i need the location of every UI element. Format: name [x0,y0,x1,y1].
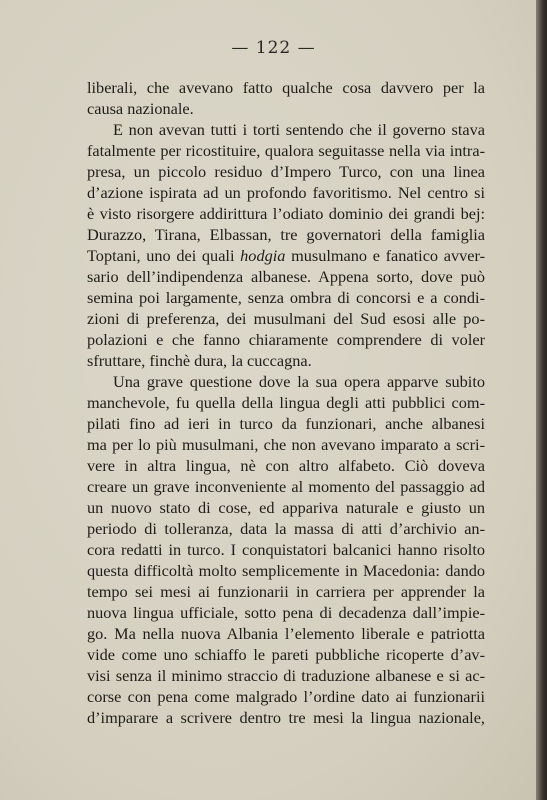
text-line: semina poi largamente, senza ombra di concorsi e a condi- [87,288,485,307]
text-segment: musulmano e fanatico avver- [285,246,485,265]
text-line: cora redatti in turco. I conquistatori balcanici hanno risolto [87,540,485,559]
text-line: presa, un piccolo residuo d’Impero Turco, con una linea [87,162,485,181]
text-line: un nuovo stato di cose, ed appariva naturale e giusto un [87,498,485,517]
text-line: tempo sei mesi ai funzionarii in carriera per apprender la [87,582,485,601]
text-line: nuova lingua ufficiale, sotto pena di decadenza dall’impie- [87,603,485,622]
text-line: Durazzo, Tirana, Elbassan, tre governatori della famiglia [87,225,485,244]
text-line: è visto risorgere addirittura l’odiato dominio dei grandi bej: [87,204,485,223]
text-line: visi senza il minimo straccio di traduzione albanese e si ac- [87,666,485,685]
text-line: causa nazionale. [87,99,194,118]
text-line: liberali, che avevano fatto qualche cosa davvero per la [87,78,485,97]
text-line: go. Ma nella nuova Albania l’elemento liberale e patriotta [87,624,485,643]
text-line: vere in altra lingua, nè con altro alfabeto. Ciò doveva [87,456,485,475]
text-line: sfruttare, finchè dura, la cuccagna. [87,351,312,370]
text-line: polazioni e che fanno chiaramente comprendere di voler [87,330,485,349]
page-number: — 122 — [231,38,316,58]
text-line: Una grave questione dove la sua opera apparve subito [113,372,485,391]
text-segment: Toptani, uno dei quali [87,246,241,265]
text-line: questa difficoltà molto semplicemente in Macedonia: dando [87,561,485,580]
text-line: corse con pena come malgrado l’ordine dato ai funzionarii [87,687,485,706]
text-line: manchevole, fu quella della lingua degli atti pubblici com- [87,393,485,412]
text-line: vide come uno schiaffo le pareti pubbliche ricoperte d’av- [87,645,485,664]
text-line: zioni di preferenza, dei musulmani del Sud esosi alle po- [87,309,485,328]
text-line: ma per lo più musulmani, che non avevano imparato a scri- [87,435,485,454]
page-edge-shadow [536,0,547,800]
body-text [87,77,485,728]
text-line: pilati fino ad ieri in turco da funzionari, anche albanesi [87,414,485,433]
text-line: d’azione ispirata ad un profondo favoritismo. Nel centro si [87,183,485,202]
text-line: sario dell’indipendenza albanese. Appena sorto, dove può [87,267,485,286]
italic-word: hodgia [240,246,286,265]
text-line: E non avevan tutti i torti sentendo che il governo stava [113,120,485,139]
text-line [87,245,485,266]
text-line: creare un grave inconveniente al momento del passaggio ad [87,477,485,496]
text-line: fatalmente per ricostituire, qualora seguitasse nella via intra- [87,141,485,160]
text-line: d’imparare a scrivere dentro tre mesi la lingua nazionale, [87,708,485,727]
text-line: periodo di tolleranza, data la massa di atti d’archivio an- [87,519,485,538]
